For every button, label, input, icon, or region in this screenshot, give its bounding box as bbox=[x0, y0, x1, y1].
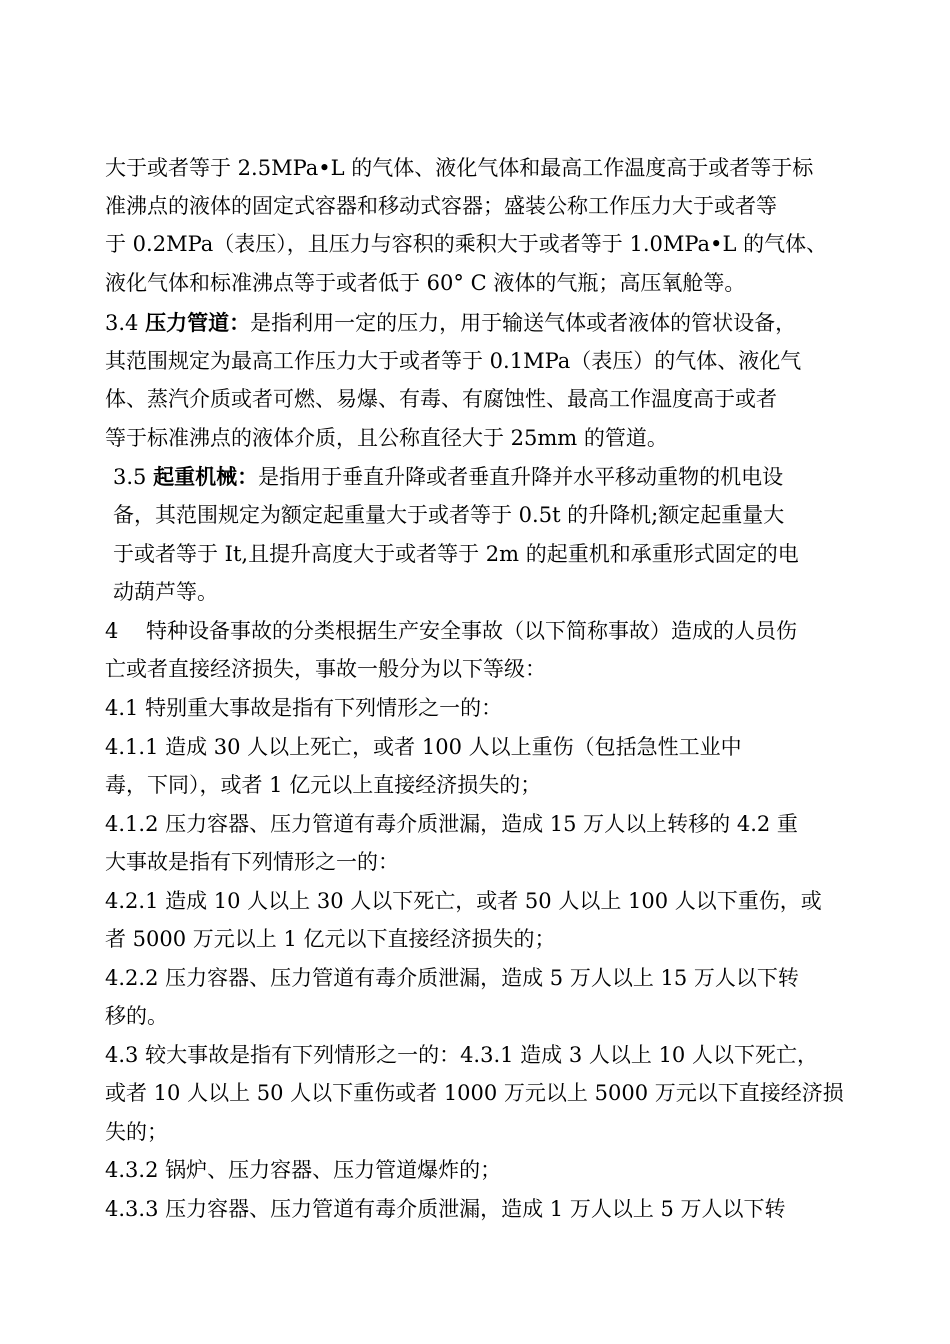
section-3-5-line bbox=[113, 458, 783, 496]
section-number: 3.5 bbox=[113, 465, 154, 489]
section-text: 是指利用一定的压力，用于输送气体或者液体的管状设备， bbox=[250, 311, 797, 335]
text-line: 大于或者等于 2.5MPa•L 的气体、液化气体和最高工作温度高于或者等于标 bbox=[105, 156, 814, 180]
text-line: 毒，下同），或者 1 亿元以上直接经济损失的； bbox=[105, 773, 542, 797]
text-line: 4 特种设备事故的分类根据生产安全事故（以下简称事故）造成的人员伤 bbox=[105, 619, 798, 643]
text-line: 于或者等于 It,且提升高度大于或者等于 2m 的起重机和承重形式固定的电 bbox=[113, 542, 799, 566]
text-line: 4.3.3 压力容器、压力管道有毒介质泄漏，造成 1 万人以上 5 万人以下转 bbox=[105, 1197, 786, 1221]
text-line: 其范围规定为最高工作压力大于或者等于 0.1MPa（表压）的气体、液化气 bbox=[105, 349, 802, 373]
text-line: 失的； bbox=[105, 1120, 168, 1144]
text-line: 等于标准沸点的液体介质，且公称直径大于 25mm 的管道。 bbox=[105, 426, 668, 450]
text-line: 亡或者直接经济损失，事故一般分为以下等级： bbox=[105, 657, 546, 681]
text-line: 移的。 bbox=[105, 1004, 168, 1028]
text-line: 4.2.2 压力容器、压力管道有毒介质泄漏，造成 5 万人以上 15 万人以下转 bbox=[105, 966, 799, 990]
text-line: 4.1.1 造成 30 人以上死亡，或者 100 人以上重伤（包括急性工业中 bbox=[105, 735, 742, 759]
text-line: 4.1 特别重大事故是指有下列情形之一的： bbox=[105, 696, 503, 720]
text-line: 者 5000 万元以上 1 亿元以下直接经济损失的； bbox=[105, 927, 556, 951]
text-line: 体、蒸汽介质或者可燃、易爆、有毒、有腐蚀性、最高工作温度高于或者 bbox=[105, 387, 777, 411]
section-number: 3.4 bbox=[105, 311, 146, 335]
text-line: 4.3.2 锅炉、压力容器、压力管道爆炸的； bbox=[105, 1158, 502, 1182]
section-3-4-line bbox=[105, 304, 796, 342]
section-term: 压力管道： bbox=[145, 310, 251, 335]
text-line: 大事故是指有下列情形之一的： bbox=[105, 850, 399, 874]
text-line: 4.2.1 造成 10 人以上 30 人以下死亡，或者 50 人以上 100 人以下重伤，或 bbox=[105, 889, 822, 913]
text-line: 准沸点的液体的固定式容器和移动式容器；盛装公称工作压力大于或者等 bbox=[105, 194, 777, 218]
text-line: 动葫芦等。 bbox=[113, 580, 218, 604]
text-line: 备，其范围规定为额定起重量大于或者等于 0.5t 的升降机;额定起重量大 bbox=[113, 503, 785, 527]
section-term: 起重机械： bbox=[153, 464, 259, 489]
text-line: 液化气体和标准沸点等于或者低于 60° C 液体的气瓶；高压氧舱等。 bbox=[105, 271, 746, 295]
text-line: 或者 10 人以上 50 人以下重伤或者 1000 万元以上 5000 万元以下直接经济损 bbox=[105, 1081, 844, 1105]
text-line: 4.1.2 压力容器、压力管道有毒介质泄漏，造成 15 万人以上转移的 4.2 重 bbox=[105, 812, 798, 836]
text-line: 4.3 较大事故是指有下列情形之一的：4.3.1 造成 3 人以上 10 人以下死亡， bbox=[105, 1043, 818, 1067]
section-text: 是指用于垂直升降或者垂直升降并水平移动重物的机电设 bbox=[258, 465, 784, 489]
text-line: 于 0.2MPa（表压），且压力与容积的乘积大于或者等于 1.0MPa•L 的气体、 bbox=[105, 232, 828, 256]
